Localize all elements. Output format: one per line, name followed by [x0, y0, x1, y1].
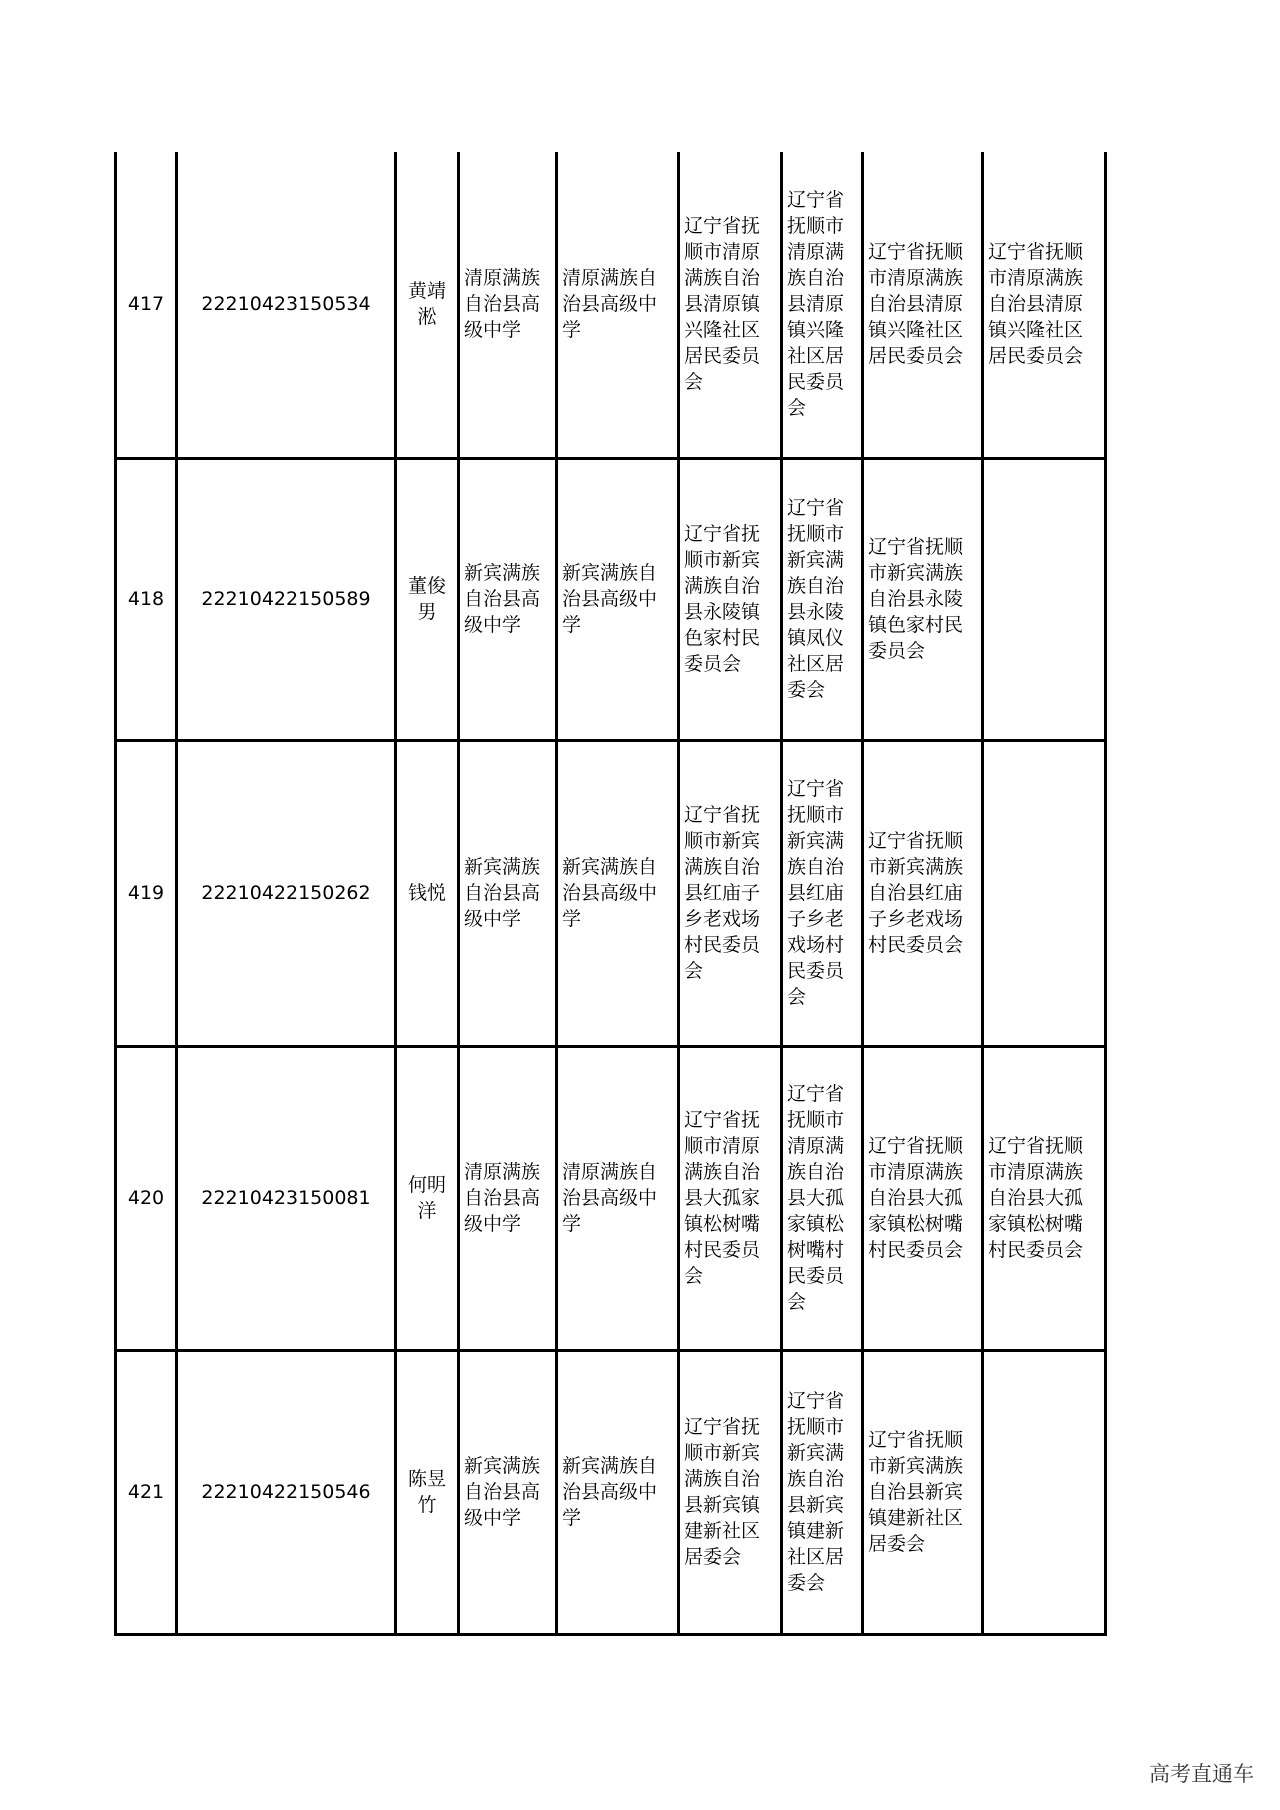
- address-cell: 辽宁省抚顺市新宾满族自治县永陵镇凤仪社区居委会: [782, 458, 863, 740]
- school-cell: 新宾满族自治县高级中学: [557, 1350, 679, 1634]
- seq-cell: 420: [116, 1046, 177, 1350]
- school-cell: 清原满族自治县高级中学: [459, 152, 557, 458]
- exam-id-cell: 22210422150262: [177, 740, 396, 1046]
- table-row: [116, 152, 1106, 458]
- table-row: [116, 1350, 1106, 1634]
- address-cell: 辽宁省抚顺市清原满族自治县大孤家镇松树嘴村民委员会: [863, 1046, 983, 1350]
- watermark-text: 高考直通车: [1149, 1762, 1254, 1786]
- name-cell: 黄靖淞: [396, 152, 459, 458]
- name-cell: 钱悦: [396, 740, 459, 1046]
- exam-id-cell: 22210423150081: [177, 1046, 396, 1350]
- table-row: [116, 1046, 1106, 1350]
- seq-cell: 417: [116, 152, 177, 458]
- address-cell: 辽宁省抚顺市清原满族自治县大孤家镇松树嘴村民委员会: [679, 1046, 782, 1350]
- school-cell: 新宾满族自治县高级中学: [459, 458, 557, 740]
- school-cell: 清原满族自治县高级中学: [557, 1046, 679, 1350]
- address-cell: 辽宁省抚顺市清原满族自治县清原镇兴隆社区居民委员会: [863, 152, 983, 458]
- seq-cell: 421: [116, 1350, 177, 1634]
- address-cell: 辽宁省抚顺市新宾满族自治县新宾镇建新社区居委会: [679, 1350, 782, 1634]
- address-cell: 辽宁省抚顺市新宾满族自治县新宾镇建新社区居委会: [863, 1350, 983, 1634]
- address-cell: [983, 740, 1106, 1046]
- roster-table: [114, 152, 1107, 1636]
- school-cell: 新宾满族自治县高级中学: [459, 1350, 557, 1634]
- school-cell: 新宾满族自治县高级中学: [557, 740, 679, 1046]
- address-cell: 辽宁省抚顺市清原满族自治县清原镇兴隆社区居民委员会: [679, 152, 782, 458]
- name-cell: 陈昱竹: [396, 1350, 459, 1634]
- address-cell: 辽宁省抚顺市清原满族自治县清原镇兴隆社区居民委员会: [782, 152, 863, 458]
- exam-id-cell: 22210423150534: [177, 152, 396, 458]
- school-cell: 清原满族自治县高级中学: [557, 152, 679, 458]
- address-cell: 辽宁省抚顺市新宾满族自治县永陵镇色家村民委员会: [679, 458, 782, 740]
- seq-cell: 418: [116, 458, 177, 740]
- address-cell: 辽宁省抚顺市清原满族自治县大孤家镇松树嘴村民委员会: [983, 1046, 1106, 1350]
- address-cell: 辽宁省抚顺市新宾满族自治县红庙子乡老戏场村民委员会: [863, 740, 983, 1046]
- school-cell: 清原满族自治县高级中学: [459, 1046, 557, 1350]
- table-row: [116, 458, 1106, 740]
- school-cell: 新宾满族自治县高级中学: [557, 458, 679, 740]
- address-cell: 辽宁省抚顺市新宾满族自治县永陵镇色家村民委员会: [863, 458, 983, 740]
- seq-cell: 419: [116, 740, 177, 1046]
- table-row: [116, 740, 1106, 1046]
- name-cell: 董俊男: [396, 458, 459, 740]
- address-cell: 辽宁省抚顺市新宾满族自治县红庙子乡老戏场村民委员会: [679, 740, 782, 1046]
- exam-id-cell: 22210422150546: [177, 1350, 396, 1634]
- address-cell: 辽宁省抚顺市新宾满族自治县红庙子乡老戏场村民委员会: [782, 740, 863, 1046]
- school-cell: 新宾满族自治县高级中学: [459, 740, 557, 1046]
- address-cell: 辽宁省抚顺市清原满族自治县清原镇兴隆社区居民委员会: [983, 152, 1106, 458]
- address-cell: 辽宁省抚顺市清原满族自治县大孤家镇松树嘴村民委员会: [782, 1046, 863, 1350]
- address-cell: 辽宁省抚顺市新宾满族自治县新宾镇建新社区居委会: [782, 1350, 863, 1634]
- name-cell: 何明洋: [396, 1046, 459, 1350]
- address-cell: [983, 1350, 1106, 1634]
- address-cell: [983, 458, 1106, 740]
- exam-id-cell: 22210422150589: [177, 458, 396, 740]
